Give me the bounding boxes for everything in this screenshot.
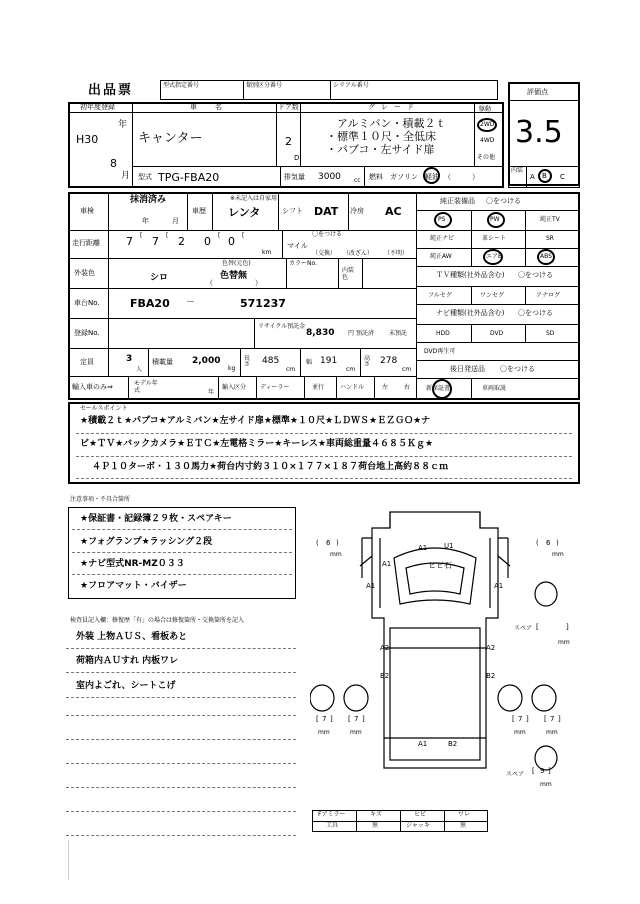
load-value: 2,000 — [192, 356, 221, 366]
tv-oneseg: ワンセグ — [480, 292, 505, 299]
spare-lower-label: スペア — [506, 771, 525, 778]
drive-label: 駆動 — [479, 106, 492, 113]
legend-v4: 無 — [460, 822, 467, 829]
header-id-row — [160, 80, 498, 100]
capacity-value: 3 — [126, 354, 133, 364]
mark-b2-rear: B2 — [448, 740, 458, 748]
note-line-3: ★ナビ型式NR-MZ０３３ — [80, 559, 185, 569]
displacement-label: 排気量 — [284, 173, 305, 181]
rating-value: 3.5 — [515, 115, 563, 150]
mileage-digit-5: 0 — [228, 235, 235, 248]
width-label: 幅 — [306, 359, 313, 366]
spare-upper-label: スペア — [514, 625, 533, 632]
mileage-digit-3: 2 — [178, 235, 185, 248]
mark-a1-left: A1 — [382, 560, 392, 568]
recycle-label: リサイクル預託金 — [258, 323, 306, 330]
note-line-1: ★保証書・記録簿２９枚・スペアキー — [80, 514, 232, 524]
doors-label: ドア数 — [278, 103, 299, 111]
inspector-line-3: 室内よごれ、シートこげ — [76, 681, 176, 691]
mark-crack-stone: ヒビ石 — [428, 561, 452, 570]
mileage-digit-1: 7 — [126, 235, 133, 248]
note-line-2: ★フォグランプ★ラッシング２段 — [80, 537, 213, 547]
later-manual: 車両取説 — [482, 385, 507, 392]
mileage-label: 走行距離 — [72, 239, 100, 247]
meter-label: マイル — [287, 242, 308, 250]
drive-2wd: 2WD — [480, 121, 495, 128]
grade-label: グレード — [368, 103, 420, 111]
navi-dvd-play: DVD再生可 — [424, 348, 456, 355]
mark-a2-right: A2 — [486, 644, 496, 652]
fuel-label: 燃料 — [369, 173, 383, 181]
import-parallel: 並行 — [312, 384, 325, 391]
legend-v1: 工具 — [326, 822, 339, 829]
legend-v3: ジャッキ — [406, 822, 430, 829]
model-value: TPG-FBA20 — [158, 171, 220, 184]
equip-aw: 純正AW — [430, 253, 452, 260]
equip-pw: PW — [490, 216, 500, 223]
shaken-value: 抹消済み — [130, 195, 167, 205]
legend-h1: Fアミラー — [318, 811, 346, 818]
tv-analog: アナログ — [536, 292, 561, 299]
legend-h2: キズ — [370, 811, 382, 818]
recycle-paid: 預託済 — [356, 330, 375, 337]
equip-tv: 純正TV — [540, 216, 560, 223]
shift-value: DAT — [314, 205, 339, 218]
height-value: 278 — [380, 356, 398, 366]
spare-lower-value: 9 — [540, 767, 545, 775]
legend-h4: ワレ — [458, 811, 471, 818]
tire-fl-value: 6 — [326, 539, 331, 547]
sales-point-line-3: ４Ｐ１０ターボ・１３０馬力★荷台内寸約３１０×１７７×１８７荷台地上高約８８ｃｍ — [92, 462, 449, 472]
capacity-label: 定員 — [80, 358, 94, 366]
import-dealer: ディーラー — [260, 384, 290, 391]
vehicle-name: キャンター — [138, 131, 203, 146]
model-label: 型式 — [138, 173, 152, 181]
category-label: 類別区分番号 — [246, 82, 283, 89]
mark-a2-left: A2 — [380, 644, 390, 652]
tire-fr-value: 6 — [546, 539, 551, 547]
sales-points-label: セールスポイント — [80, 405, 128, 412]
drive-4wd: 4WD — [480, 137, 495, 144]
recycle-value: 8,830 — [306, 328, 335, 338]
color-no-label: カラーNo. — [289, 260, 317, 267]
tire-rr2-value: 7 — [550, 715, 555, 723]
color-changed: 色替無 — [220, 271, 248, 281]
legend-v2: 無 — [372, 822, 379, 829]
color-value: シロ — [150, 273, 169, 283]
first-reg-era: H30 — [76, 133, 99, 146]
mark-a1-right: A1 — [494, 582, 504, 590]
equip-abs: ABS — [540, 253, 552, 260]
mileage-digit-4: 0 — [204, 235, 211, 248]
equip-airbag: エアB — [486, 253, 503, 260]
interior-label: 内装 — [511, 167, 524, 174]
chassis-label: 車台No. — [74, 299, 100, 307]
length-value: 485 — [262, 356, 280, 366]
later-title: 後日発送品 — [450, 365, 485, 373]
mark-a1-rear: A1 — [418, 740, 428, 748]
chassis-number: 571237 — [240, 297, 286, 310]
sales-point-line-2: ビ★ＴＶ★バックカメラ★ＥＴＣ★左電格ミラー★キーレス★車両総重量４６８５Ｋｇ★ — [80, 439, 434, 449]
grade-line2: ・標準１０尺・全低床 — [326, 130, 436, 143]
recycle-unpaid: 未預託 — [389, 330, 408, 337]
meter-note: 〇をつける — [312, 231, 343, 238]
legend-h3: ヒビ — [414, 811, 427, 818]
serial-label: シリアル番号 — [333, 82, 369, 89]
drive-other: その他 — [477, 154, 496, 161]
ac-value: AC — [385, 205, 402, 218]
notes-label: 注意事項・不具合箇所 — [70, 496, 131, 503]
shift-label: シフト — [282, 207, 303, 215]
model-year-label: モデル年式 — [134, 380, 158, 395]
history-note: ※未記入は自家用 — [230, 195, 278, 202]
history-value: レンタ — [228, 206, 261, 219]
mark-b2-right: B2 — [486, 672, 496, 680]
rating-label: 評価点 — [527, 88, 548, 96]
sales-point-line-1: ★積載２ｔ★パブコ★アルミバン★左サイド扉★標準★１０尺★ＬＤＷＳ★ＥＺＧＯ★ナ — [80, 416, 431, 426]
first-reg-month: 8 — [110, 157, 117, 170]
reg-no-label: 登録No. — [74, 329, 100, 337]
page-title: 出品票 — [88, 83, 134, 98]
mark-a1-left-low: A1 — [366, 582, 376, 590]
mark-a1-top: A1 — [418, 544, 428, 552]
tv-title: ＴＶ種類(社外品含む) — [436, 271, 505, 279]
tire-rl1-value: 7 — [322, 715, 327, 723]
first-reg-label: 初年度登録 — [80, 103, 115, 111]
inspector-label: 検査員記入欄：修復歴「有」の場合は修復箇所・交換箇所を記入 — [70, 617, 245, 624]
load-label: 積載量 — [152, 358, 173, 366]
inspector-line-1: 外装 上物ＡＵＳ、看板あと — [76, 632, 188, 642]
damage-diagram — [310, 508, 560, 808]
equipment-note: 〇をつける — [486, 197, 521, 205]
equip-navi: 純正ナビ — [430, 235, 455, 242]
mark-u1: U1 — [444, 542, 454, 550]
history-label: 車歴 — [192, 207, 206, 215]
grade-line3: ・パブコ・左サイド扉 — [326, 143, 435, 156]
note-line-4: ★フロアマット・バイザー — [80, 581, 187, 591]
equip-sr: SR — [546, 235, 554, 242]
import-year-label: 輸入車のみ⇒ — [72, 383, 113, 391]
navi-title: ナビ種類(社外品含む) — [436, 309, 505, 317]
import-kind-label: 輸入区分 — [222, 384, 247, 391]
tire-rr1-value: 7 — [518, 715, 523, 723]
width-value: 191 — [320, 356, 338, 366]
shaken-label: 車検 — [80, 207, 94, 215]
navi-dvd: DVD — [490, 330, 504, 337]
inspector-line-2: 荷箱内ＡＵすれ 内板ワレ — [76, 656, 179, 666]
length-label: 長さ — [244, 355, 251, 368]
later-warranty: 新保証書 — [426, 385, 451, 392]
equipment-title: 純正装備品 — [440, 197, 475, 205]
color-original-label: 色替(元色) — [222, 260, 251, 267]
tv-fullseg: フルセグ — [428, 292, 452, 299]
fuel-gas: ガソリン — [390, 173, 418, 181]
chassis-prefix: FBA20 — [130, 297, 170, 310]
mark-b2-left: B2 — [380, 672, 390, 680]
name-label: 車名 — [190, 103, 240, 111]
equip-leather: 革シート — [482, 235, 507, 242]
navi-hdd: HDD — [436, 330, 450, 337]
interior-color-label: 内装色 — [342, 267, 355, 281]
color-label: 外装色 — [74, 269, 95, 277]
grade-line1: アルミバン・積載２ｔ — [337, 117, 447, 130]
displacement-value: 3000 — [318, 172, 341, 182]
ac-label: 冷房 — [350, 207, 364, 215]
fuel-diesel: 軽油 — [425, 173, 439, 181]
tire-rl2-value: 7 — [354, 715, 359, 723]
height-label: 高さ — [364, 355, 371, 368]
handle-label: ハンドル — [340, 384, 365, 391]
doors-value: 2 — [285, 135, 292, 148]
equip-ps: PS — [438, 216, 446, 223]
mileage-digit-2: 7 — [152, 235, 159, 248]
navi-sd: SD — [546, 330, 555, 337]
model-designation-label: 型式指定番号 — [163, 82, 200, 89]
